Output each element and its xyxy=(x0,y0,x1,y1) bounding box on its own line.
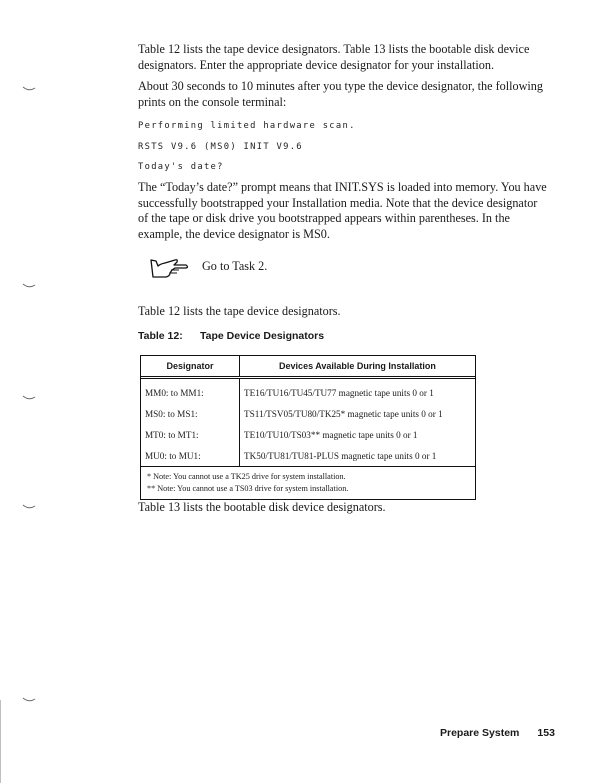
designator-cell: MT0: to MT1: xyxy=(141,424,240,445)
table-row xyxy=(141,378,475,404)
table-caption xyxy=(138,330,324,342)
margin-tick-mark xyxy=(22,86,36,92)
table-note: * Note: You cannot use a TK25 drive for system installation. xyxy=(147,472,346,481)
table-notes xyxy=(141,466,475,499)
table-row xyxy=(141,424,475,445)
paragraph-timing: About 30 seconds to 10 minutes after you type the device designator, the following prints on the console terminal: xyxy=(138,79,543,109)
console-line: RSTS V9.6 (MS0) INIT V9.6 xyxy=(138,142,303,152)
console-line: Performing limited hardware scan. xyxy=(138,121,356,131)
margin-tick-mark xyxy=(22,697,36,703)
column-header: Devices Available During Installation xyxy=(240,356,476,378)
tape-designators-table xyxy=(140,355,476,500)
table-title: Tape Device Designators xyxy=(200,330,325,342)
paragraph-table13-intro: Table 13 lists the bootable disk device designators. xyxy=(138,500,386,514)
pointing-hand-icon xyxy=(148,256,194,280)
page-number: 153 xyxy=(537,727,555,739)
table-row xyxy=(141,403,475,424)
paragraph-table-intro: Table 12 lists the tape device designators. xyxy=(138,304,341,318)
designator-cell: MM0: to MM1: xyxy=(141,378,240,404)
footer-section-title: Prepare System xyxy=(440,727,520,739)
table-label: Table 12: xyxy=(138,330,183,342)
table-note: ** Note: You cannot use a TS03 drive for system installation. xyxy=(147,484,349,493)
devices-cell: TE10/TU10/TS03** magnetic tape units 0 or 1 xyxy=(244,429,418,440)
designator-cell: MU0: to MU1: xyxy=(141,445,240,466)
page-footer xyxy=(440,727,555,739)
margin-tick-mark xyxy=(22,395,36,401)
designator-cell: MS0: to MS1: xyxy=(141,403,240,424)
devices-cell: TS11/TSV05/TU80/TK25* magnetic tape units 0 or 1 xyxy=(244,408,443,419)
devices-cell: TE16/TU16/TU45/TU77 magnetic tape units 0 or 1 xyxy=(244,387,434,398)
paragraph-explanation: The “Today’s date?” prompt means that INIT.SYS is loaded into memory. You have successfully bootstrapped your Installation media. Note that the device designator of the tape or disk drive you bootstrapped appears within parentheses. In the example, the device designator is MS0. xyxy=(138,180,547,241)
table-row xyxy=(141,445,475,466)
goto-text: Go to Task 2. xyxy=(202,258,268,273)
margin-tick-mark xyxy=(22,504,36,510)
paragraph-intro: Table 12 lists the tape device designators. Table 13 lists the bootable disk device designators. Enter the appropriate device designator for your installation. xyxy=(138,42,530,72)
console-line: Today's date? xyxy=(138,162,224,172)
margin-tick-mark xyxy=(22,283,36,289)
goto-instruction xyxy=(148,256,267,280)
column-header: Designator xyxy=(141,356,240,378)
scan-edge-line xyxy=(0,700,1,783)
devices-cell: TK50/TU81/TU81-PLUS magnetic tape units 0 or 1 xyxy=(244,450,437,461)
